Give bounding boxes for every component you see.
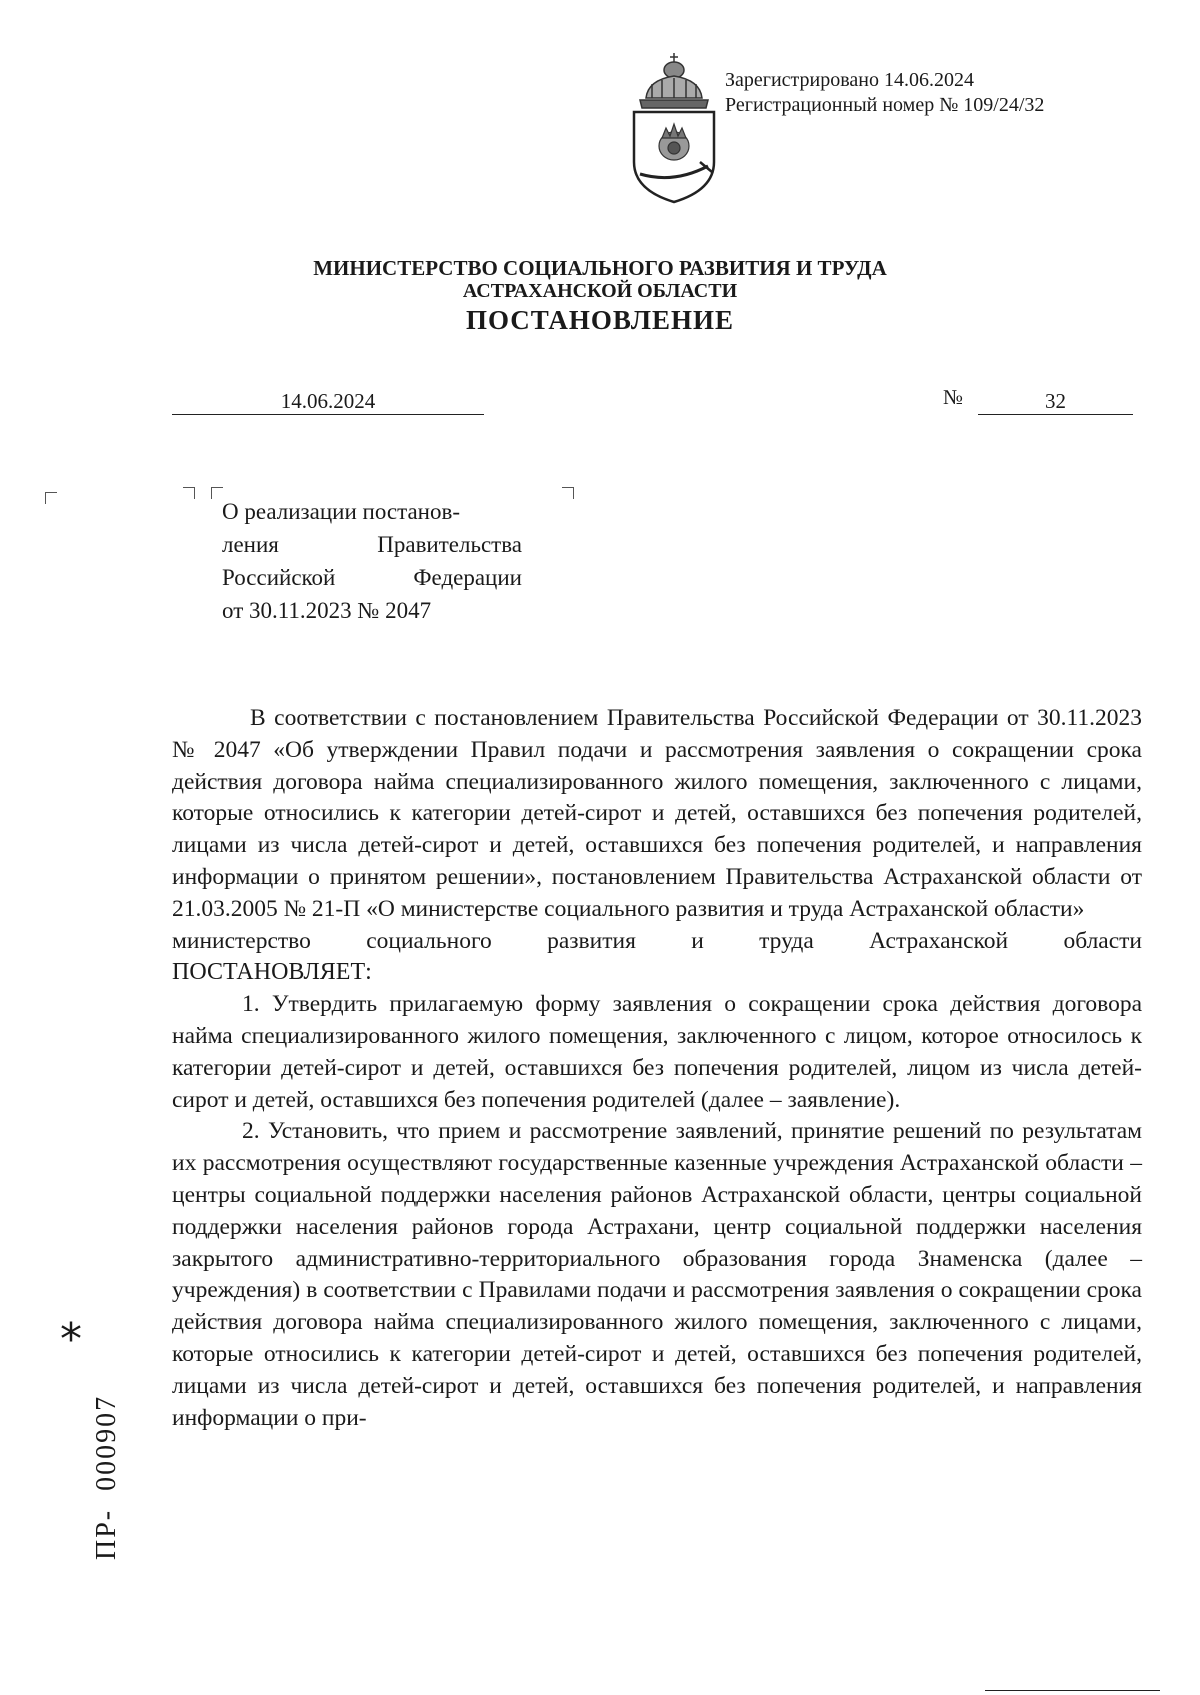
- footer-divider: [985, 1690, 1160, 1691]
- document-number: 32: [978, 388, 1133, 415]
- ministry-name-line1: МИНИСТЕРСТВО СОЦИАЛЬНОГО РАЗВИТИЯ И ТРУДА: [313, 256, 887, 280]
- decree-word: ПОСТАНОВЛЯЕТ:: [172, 959, 372, 986]
- corner-bracket-icon: [183, 487, 195, 499]
- ministry-name-line2: АСТРАХАНСКОЙ ОБЛАСТИ: [462, 280, 738, 302]
- margin-asterisk: *: [60, 1314, 82, 1365]
- title-line: Российской Федерации: [222, 565, 522, 590]
- document-header: [0, 256, 1200, 338]
- title-line: О реализации постанов-: [222, 499, 460, 524]
- preamble-paragraph: В соответствии с постановлением Правительства Российской Федерации от 30.11.2023 № 2047 «Об утверждении Правил подачи и рассмотрения заявления о сокращении срока действия договора найма специализированного жилого помещения, заключенного с лицами, которые относились к категории детей-сирот и детей, оставшихся без попечения родителей, лицами из числа детей-сирот и детей, оставшихся без попечения родителей, и направления информации о принятом решении», постановлением Правительства Астраханской области от 21.03.2005 № 21-П «О министерстве социального развития и труда Астраханской области»: [172, 705, 1142, 922]
- form-serial-number: ПР- 000907: [91, 1394, 122, 1560]
- registration-stamp: [725, 68, 1044, 118]
- title-line: от 30.11.2023 № 2047: [222, 598, 432, 623]
- title-line: ления Правительства: [222, 532, 522, 557]
- coat-of-arms-icon: [626, 50, 722, 205]
- document-body: [172, 703, 1142, 1434]
- document-title: [222, 495, 522, 627]
- corner-bracket-icon: [45, 492, 57, 504]
- document-date: 14.06.2024: [172, 388, 484, 415]
- registration-number: Регистрационный номер № 109/24/32: [725, 94, 1045, 116]
- item-paragraph: 2. Установить, что прием и рассмотрение заявлений, принятие решений по результатам их рассмотрения осуществляют государственные казенные учреждения Астраханской области – центры социальной поддержки населения районов Астраханской области, центры социальной поддержки населения районов города Астрахани, центр социальной поддержки населения закрытого административно-территориального образования города Знаменска (далее – учреждения) в соответствии с Правилами подачи и рассмотрения заявления о сокращении срока действия договора найма специализированного жилого помещения, заключенного с лицами, которые относились к категории детей-сирот и детей, оставшихся без попечения родителей, лицами из числа детей-сирот и детей, оставшихся без попечения родителей, и направления информации о при-: [172, 1118, 1142, 1431]
- corner-bracket-icon: [562, 487, 574, 499]
- issuer-line: министерство социального развития и труда Астраханской области: [172, 927, 1142, 954]
- document-type: ПОСТАНОВЛЕНИЕ: [465, 305, 735, 335]
- item-paragraph: 1. Утвердить прилагаемую форму заявления о сокращении срока действия договора найма специализированного жилого помещения, заключенного с лицом, которое относилось к категории детей-сирот и детей, оставшихся без попечения родителей, лицом из числа детей-сирот и детей, оставшихся без попечения родителей (далее – заявление).: [172, 991, 1142, 1113]
- registration-date: Зарегистрировано 14.06.2024: [725, 69, 975, 91]
- number-sign: №: [943, 385, 964, 409]
